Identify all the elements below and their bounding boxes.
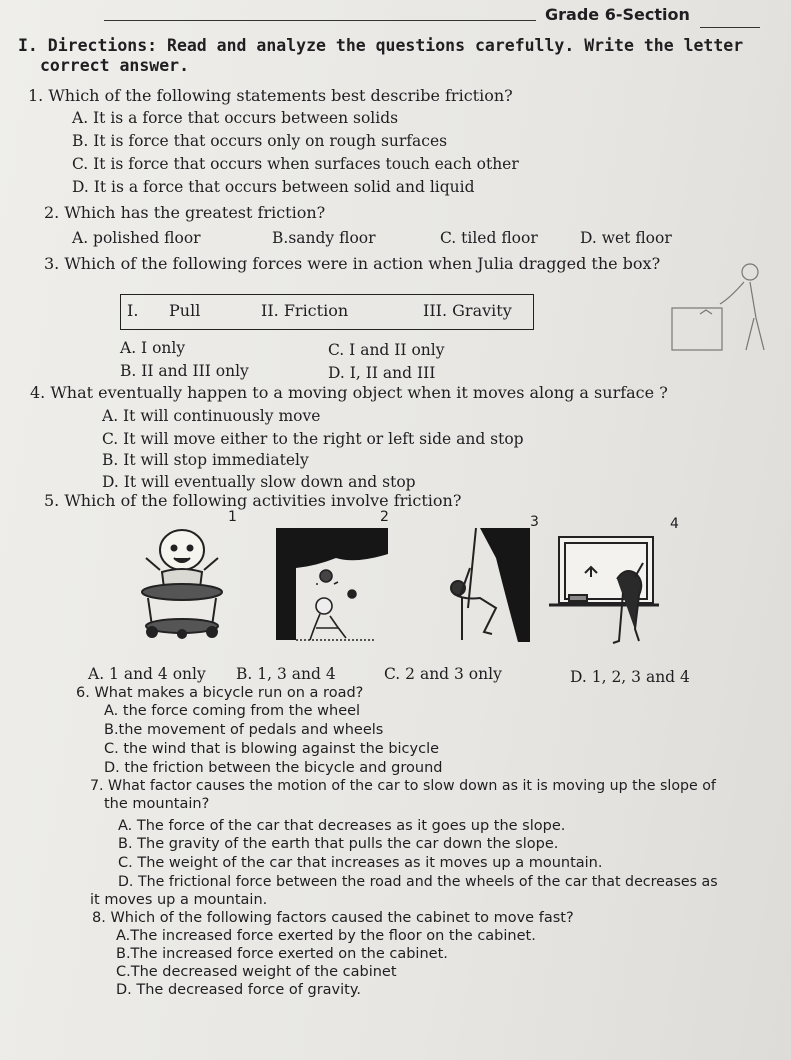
q3-option-c: C. I and II only xyxy=(328,341,445,359)
q2-option-c: C. tiled floor xyxy=(440,229,538,247)
box-drag-sketch xyxy=(660,258,770,358)
question-5: 5. Which of the following activities involve friction? xyxy=(44,491,462,510)
q5-option-b: B. 1, 3 and 4 xyxy=(236,665,336,683)
grade-section-label: Grade 6-Section xyxy=(545,5,690,24)
image-number-2: 2 xyxy=(380,509,389,525)
q5-option-c: C. 2 and 3 only xyxy=(384,665,502,683)
q4-option-b: B. It will stop immediately xyxy=(102,451,309,469)
name-underline xyxy=(104,20,536,21)
question-6: 6. What makes a bicycle run on a road? xyxy=(76,685,364,701)
question-1: 1. Which of the following statements best describe friction? xyxy=(28,86,513,105)
q8-option-a: A.The increased force exerted by the floor on the cabinet. xyxy=(116,928,536,944)
question-8: 8. Which of the following factors caused the cabinet to move fast? xyxy=(92,910,574,926)
tree-child-illustration xyxy=(276,528,388,644)
q6-option-d: D. the friction between the bicycle and ground xyxy=(104,760,443,776)
q5-option-a: A. 1 and 4 only xyxy=(88,665,206,683)
box-item-1-num: I. xyxy=(127,301,139,320)
directions-line-2: correct answer. xyxy=(40,56,190,75)
q3-option-a: A. I only xyxy=(120,339,186,357)
question-7-cont: the mountain? xyxy=(104,796,210,812)
q1-option-d: D. It is a force that occurs between solid and liquid xyxy=(72,178,475,196)
q1-option-b: B. It is force that occurs only on rough surfaces xyxy=(72,132,448,150)
directions-line-1: I. Directions: Read and analyze the questions carefully. Write the letter xyxy=(18,36,744,55)
box-item-1: Pull xyxy=(169,301,201,320)
q4-option-a: A. It will continuously move xyxy=(102,407,321,425)
image-number-1: 1 xyxy=(228,509,237,525)
q1-option-c: C. It is force that occurs when surfaces touch each other xyxy=(72,155,519,173)
forces-box xyxy=(120,294,534,330)
q7-option-c: C. The weight of the car that increases as it moves up a mountain. xyxy=(118,855,603,871)
q8-option-d: D. The decreased force of gravity. xyxy=(116,982,361,998)
baby-walker-illustration xyxy=(138,522,228,642)
question-4: 4. What eventually happen to a moving object when it moves along a surface ? xyxy=(30,383,668,402)
q4-option-c: C. It will move either to the right or left side and stop xyxy=(102,430,524,448)
q6-option-c: C. the wind that is blowing against the bicycle xyxy=(104,741,440,757)
question-7: 7. What factor causes the motion of the car to slow down as it is moving up the slope of xyxy=(90,778,716,794)
q7-option-b: B. The gravity of the earth that pulls the car down the slope. xyxy=(118,836,559,852)
rope-climb-illustration xyxy=(440,528,530,644)
q2-option-a: A. polished floor xyxy=(72,229,201,247)
q8-option-c: C.The decreased weight of the cabinet xyxy=(116,964,397,980)
q1-option-a: A. It is a force that occurs between solids xyxy=(72,109,399,127)
chalkboard-illustration xyxy=(545,533,663,647)
q7-option-d: D. The frictional force between the road and the wheels of the car that decreases as xyxy=(118,874,718,890)
q6-option-a: A. the force coming from the wheel xyxy=(104,703,361,719)
image-number-4: 4 xyxy=(670,516,679,532)
q7-option-d-cont: it moves up a mountain. xyxy=(90,892,268,908)
q6-option-b: B.the movement of pedals and wheels xyxy=(104,722,384,738)
box-item-2: II. Friction xyxy=(261,301,349,320)
q5-option-d: D. 1, 2, 3 and 4 xyxy=(570,668,690,686)
q8-option-b: B.The increased force exerted on the cabinet. xyxy=(116,946,448,962)
q2-option-b: B.sandy floor xyxy=(272,229,376,247)
q2-option-d: D. wet floor xyxy=(580,229,672,247)
q7-option-a: A. The force of the car that decreases as it goes up the slope. xyxy=(118,818,566,834)
image-number-3: 3 xyxy=(530,514,539,530)
q3-option-b: B. II and III only xyxy=(120,362,249,380)
question-3: 3. Which of the following forces were in action when Julia dragged the box? xyxy=(44,254,661,273)
section-underline xyxy=(700,27,760,28)
question-2: 2. Which has the greatest friction? xyxy=(44,203,326,222)
q4-option-d: D. It will eventually slow down and stop xyxy=(102,473,416,491)
box-item-3: III. Gravity xyxy=(423,301,512,320)
q3-option-d: D. I, II and III xyxy=(328,364,436,382)
